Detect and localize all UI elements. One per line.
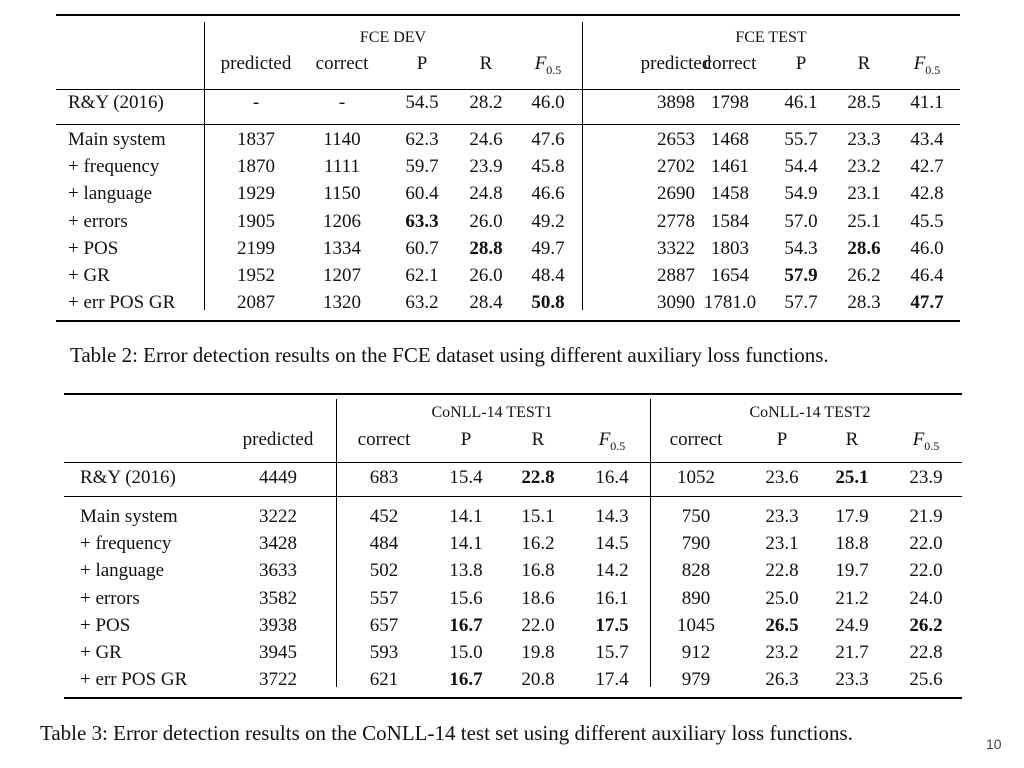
table-cell: 28.3 bbox=[847, 292, 881, 314]
table-cell: 46.0 bbox=[531, 92, 565, 113]
table-cell: 42.8 bbox=[910, 183, 944, 205]
table-cell: 62.3 bbox=[405, 129, 439, 150]
table-cell: 1468 bbox=[711, 129, 749, 150]
table-cell: 25.0 bbox=[765, 587, 799, 609]
table-cell: 26.2 bbox=[847, 265, 881, 286]
table-cell: 16.7 bbox=[449, 669, 483, 691]
column-header: P bbox=[795, 53, 807, 74]
table-cell: 14.1 bbox=[449, 533, 483, 555]
table-cell: 26.3 bbox=[765, 669, 799, 691]
table-cell: 23.9 bbox=[469, 156, 503, 178]
table-cell: 3722 bbox=[259, 669, 297, 691]
group-header-conll-test1: CoNLL-14 TEST1 bbox=[431, 404, 553, 421]
table-cell: 46.4 bbox=[910, 265, 944, 286]
table-cell: 2653 bbox=[657, 129, 695, 150]
column-header bbox=[914, 53, 941, 81]
table-cell: 16.7 bbox=[449, 614, 483, 636]
column-divider bbox=[582, 22, 583, 310]
table-cell: 3582 bbox=[259, 587, 297, 609]
table-cell: 24.6 bbox=[469, 129, 503, 150]
table-cell: 22.8 bbox=[765, 560, 799, 582]
row-label: + err POS GR bbox=[68, 292, 176, 314]
table-cell: 57.9 bbox=[784, 265, 818, 286]
f05-header-text: $F_{0.5}$ bbox=[534, 53, 562, 77]
table-3-caption: Table 3: Error detection results on the CoNLL-14 test set using different auxiliary loss functions. bbox=[40, 721, 853, 745]
table-cell: 912 bbox=[681, 642, 711, 663]
row-label: + frequency bbox=[68, 156, 160, 178]
group-header-fce-dev: FCE DEV bbox=[359, 29, 427, 46]
table-cell: 1207 bbox=[323, 265, 361, 286]
column-header: R bbox=[845, 429, 859, 450]
column-header: R bbox=[531, 429, 545, 450]
row-label: R&Y (2016) bbox=[68, 92, 164, 113]
table-cell: 502 bbox=[369, 560, 399, 582]
group-header-conll-test2: CoNLL-14 TEST2 bbox=[749, 404, 871, 421]
baseline-rule bbox=[64, 496, 962, 497]
table-cell: 48.4 bbox=[531, 265, 565, 286]
table-cell: 24.9 bbox=[835, 614, 869, 636]
table-cell: 59.7 bbox=[405, 156, 439, 178]
table-cell: 1798 bbox=[711, 92, 749, 113]
table-cell: 1150 bbox=[323, 183, 361, 205]
table-cell: 23.3 bbox=[835, 669, 869, 691]
table-cell: 22.0 bbox=[909, 560, 943, 582]
column-divider bbox=[204, 22, 205, 310]
table-cell: 21.2 bbox=[835, 587, 869, 609]
table-cell: 1837 bbox=[237, 129, 275, 150]
column-header bbox=[535, 53, 562, 81]
table-cell: 1320 bbox=[323, 292, 361, 314]
f05-header-text: $F_{0.5}$ bbox=[598, 429, 626, 453]
table-cell: 2702 bbox=[657, 156, 695, 178]
table-cell: 1206 bbox=[323, 210, 361, 232]
table-cell: 54.3 bbox=[784, 237, 818, 259]
row-label: + GR bbox=[80, 642, 122, 663]
table-cell: 18.8 bbox=[835, 533, 869, 555]
column-header: correct bbox=[703, 53, 757, 74]
table-cell: 2778 bbox=[657, 210, 695, 232]
row-label: + GR bbox=[68, 265, 110, 286]
table-cell: 2087 bbox=[237, 292, 275, 314]
table-cell: 1334 bbox=[323, 237, 361, 259]
table-cell: 23.1 bbox=[765, 533, 799, 555]
table-cell: 14.1 bbox=[449, 506, 483, 527]
table-cell: 43.4 bbox=[910, 129, 944, 150]
table-cell: 47.7 bbox=[910, 292, 944, 314]
table-cell: 1870 bbox=[237, 156, 275, 178]
table-cell: 24.8 bbox=[469, 183, 503, 205]
table-cell: 50.8 bbox=[531, 292, 565, 314]
table-cell: 593 bbox=[369, 642, 399, 663]
table-cell: 28.2 bbox=[469, 92, 503, 113]
table-cell: 13.8 bbox=[449, 560, 483, 582]
table-cell: 1781.0 bbox=[703, 292, 757, 314]
table-cell: 25.1 bbox=[847, 210, 881, 232]
table-cell: 3633 bbox=[259, 560, 297, 582]
row-label: Main system bbox=[68, 129, 166, 150]
table-cell: 46.0 bbox=[910, 237, 944, 259]
group-header-fce-test: FCE TEST bbox=[735, 29, 807, 46]
table-cell: 63.2 bbox=[405, 292, 439, 314]
table-cell: 28.5 bbox=[847, 92, 881, 113]
column-header: P bbox=[416, 53, 428, 74]
column-header bbox=[599, 429, 626, 457]
table-cell: 25.6 bbox=[909, 669, 943, 691]
table-cell: 21.7 bbox=[835, 642, 869, 663]
table-cell: 15.6 bbox=[449, 587, 483, 609]
column-header: R bbox=[857, 53, 871, 74]
top-rule bbox=[56, 14, 960, 16]
bottom-rule bbox=[56, 320, 960, 322]
column-header: predicted bbox=[220, 53, 292, 74]
table-cell: 750 bbox=[681, 506, 711, 527]
table-2-caption: Table 2: Error detection results on the FCE dataset using different auxiliary loss functions. bbox=[70, 343, 829, 367]
table-cell: 60.7 bbox=[405, 237, 439, 259]
table-cell: 15.1 bbox=[521, 506, 555, 527]
column-divider bbox=[336, 399, 337, 687]
table-cell: 23.1 bbox=[847, 183, 881, 205]
table-cell: 1461 bbox=[711, 156, 749, 178]
table-cell: 1052 bbox=[677, 467, 715, 488]
table-cell: 1654 bbox=[711, 265, 749, 286]
table-cell: 3945 bbox=[259, 642, 297, 663]
table-cell: 26.0 bbox=[469, 265, 503, 286]
table-3 bbox=[64, 393, 962, 703]
column-header: correct bbox=[357, 429, 411, 450]
table-cell: 20.8 bbox=[521, 669, 555, 691]
slide-number: 10 bbox=[986, 736, 1002, 752]
table-cell: 1905 bbox=[237, 210, 275, 232]
row-label: Main system bbox=[80, 506, 178, 527]
table-cell: 621 bbox=[369, 669, 399, 691]
table-cell: 16.4 bbox=[595, 467, 629, 488]
table-cell: 57.7 bbox=[784, 292, 818, 314]
row-label: R&Y (2016) bbox=[80, 467, 176, 488]
table-cell: 63.3 bbox=[405, 210, 439, 232]
table-cell: 49.7 bbox=[531, 237, 565, 259]
table-cell: 979 bbox=[681, 669, 711, 691]
table-cell: 484 bbox=[369, 533, 399, 555]
table-cell: 1584 bbox=[711, 210, 749, 232]
table-cell: 45.5 bbox=[910, 210, 944, 232]
table-2 bbox=[56, 14, 960, 324]
table-cell: 19.7 bbox=[835, 560, 869, 582]
table-cell: 890 bbox=[681, 587, 711, 609]
table-cell: 22.8 bbox=[909, 642, 943, 663]
table-cell: 1929 bbox=[237, 183, 275, 205]
row-label: + err POS GR bbox=[80, 669, 188, 691]
table-cell: 22.0 bbox=[521, 614, 555, 636]
top-rule bbox=[64, 393, 962, 395]
row-label: + POS bbox=[80, 614, 131, 636]
table-cell: 47.6 bbox=[531, 129, 565, 150]
table-cell: 2690 bbox=[657, 183, 695, 205]
table-cell: 26.0 bbox=[469, 210, 503, 232]
table-cell: 26.5 bbox=[765, 614, 799, 636]
table-cell: 1140 bbox=[323, 129, 361, 150]
table-cell: 17.4 bbox=[595, 669, 629, 691]
table-cell: 28.4 bbox=[469, 292, 503, 314]
table-cell: 16.1 bbox=[595, 587, 629, 609]
table-cell: 28.8 bbox=[469, 237, 503, 259]
table-cell: 28.6 bbox=[847, 237, 881, 259]
header-rule bbox=[64, 462, 962, 463]
table-cell: - bbox=[338, 92, 346, 113]
table-cell: 18.6 bbox=[521, 587, 555, 609]
table-cell: 45.8 bbox=[531, 156, 565, 178]
table-cell: 3090 bbox=[657, 292, 695, 314]
column-divider bbox=[650, 399, 651, 687]
table-cell: 62.1 bbox=[405, 265, 439, 286]
column-header: correct bbox=[669, 429, 723, 450]
table-cell: 15.4 bbox=[449, 467, 483, 488]
table-cell: 22.0 bbox=[909, 533, 943, 555]
table-cell: 1111 bbox=[324, 156, 360, 178]
table-cell: 26.2 bbox=[909, 614, 943, 636]
table-cell: 790 bbox=[681, 533, 711, 555]
table-cell: 24.0 bbox=[909, 587, 943, 609]
table-cell: 3428 bbox=[259, 533, 297, 555]
table-cell: 23.3 bbox=[847, 129, 881, 150]
table-cell: 828 bbox=[681, 560, 711, 582]
table-cell: 54.4 bbox=[784, 156, 818, 178]
row-label: + language bbox=[68, 183, 153, 205]
table-cell: 46.1 bbox=[784, 92, 818, 113]
table-cell: 21.9 bbox=[909, 506, 943, 527]
table-cell: 683 bbox=[369, 467, 399, 488]
table-cell: 15.0 bbox=[449, 642, 483, 663]
table-cell: 3898 bbox=[657, 92, 695, 113]
column-header: P bbox=[460, 429, 472, 450]
table-cell: 23.3 bbox=[765, 506, 799, 527]
table-cell: 19.8 bbox=[521, 642, 555, 663]
table-cell: 1045 bbox=[677, 614, 715, 636]
table-cell: 57.0 bbox=[784, 210, 818, 232]
table-cell: 1458 bbox=[711, 183, 749, 205]
column-header bbox=[913, 429, 940, 457]
table-cell: 41.1 bbox=[910, 92, 944, 113]
f05-header-text: $F_{0.5}$ bbox=[912, 429, 940, 453]
column-header: predicted bbox=[640, 53, 712, 74]
table-cell: 3222 bbox=[259, 506, 297, 527]
table-cell: 46.6 bbox=[531, 183, 565, 205]
table-cell: 16.8 bbox=[521, 560, 555, 582]
column-header: correct bbox=[315, 53, 369, 74]
table-cell: 22.8 bbox=[521, 467, 555, 488]
table-cell: 23.2 bbox=[847, 156, 881, 178]
table-cell: 49.2 bbox=[531, 210, 565, 232]
baseline-rule bbox=[56, 124, 960, 125]
table-cell: - bbox=[252, 92, 260, 113]
column-header: R bbox=[479, 53, 493, 74]
table-cell: 14.5 bbox=[595, 533, 629, 555]
table-cell: 23.2 bbox=[765, 642, 799, 663]
row-label: + language bbox=[80, 560, 165, 582]
table-cell: 452 bbox=[369, 506, 399, 527]
column-header: predicted bbox=[242, 429, 314, 450]
table-cell: 42.7 bbox=[910, 156, 944, 178]
table-cell: 23.6 bbox=[765, 467, 799, 488]
row-label: + errors bbox=[80, 587, 140, 609]
table-cell: 17.9 bbox=[835, 506, 869, 527]
table-cell: 3322 bbox=[657, 237, 695, 259]
table-cell: 16.2 bbox=[521, 533, 555, 555]
column-header: P bbox=[776, 429, 788, 450]
table-cell: 25.1 bbox=[835, 467, 869, 488]
table-cell: 23.9 bbox=[909, 467, 943, 488]
bottom-rule bbox=[64, 697, 962, 699]
row-label: + errors bbox=[68, 210, 128, 232]
row-label: + frequency bbox=[80, 533, 172, 555]
table-cell: 54.9 bbox=[784, 183, 818, 205]
row-label: + POS bbox=[68, 237, 119, 259]
table-cell: 1952 bbox=[237, 265, 275, 286]
table-cell: 14.3 bbox=[595, 506, 629, 527]
table-cell: 14.2 bbox=[595, 560, 629, 582]
table-cell: 55.7 bbox=[784, 129, 818, 150]
table-cell: 557 bbox=[369, 587, 399, 609]
table-cell: 15.7 bbox=[595, 642, 629, 663]
table-cell: 17.5 bbox=[595, 614, 629, 636]
table-cell: 2887 bbox=[657, 265, 695, 286]
header-rule bbox=[56, 89, 960, 90]
table-cell: 1803 bbox=[711, 237, 749, 259]
table-cell: 657 bbox=[369, 614, 399, 636]
f05-header-text: $F_{0.5}$ bbox=[913, 53, 941, 77]
table-cell: 54.5 bbox=[405, 92, 439, 113]
table-cell: 3938 bbox=[259, 614, 297, 636]
table-cell: 60.4 bbox=[405, 183, 439, 205]
table-cell: 4449 bbox=[259, 467, 297, 488]
table-cell: 2199 bbox=[237, 237, 275, 259]
